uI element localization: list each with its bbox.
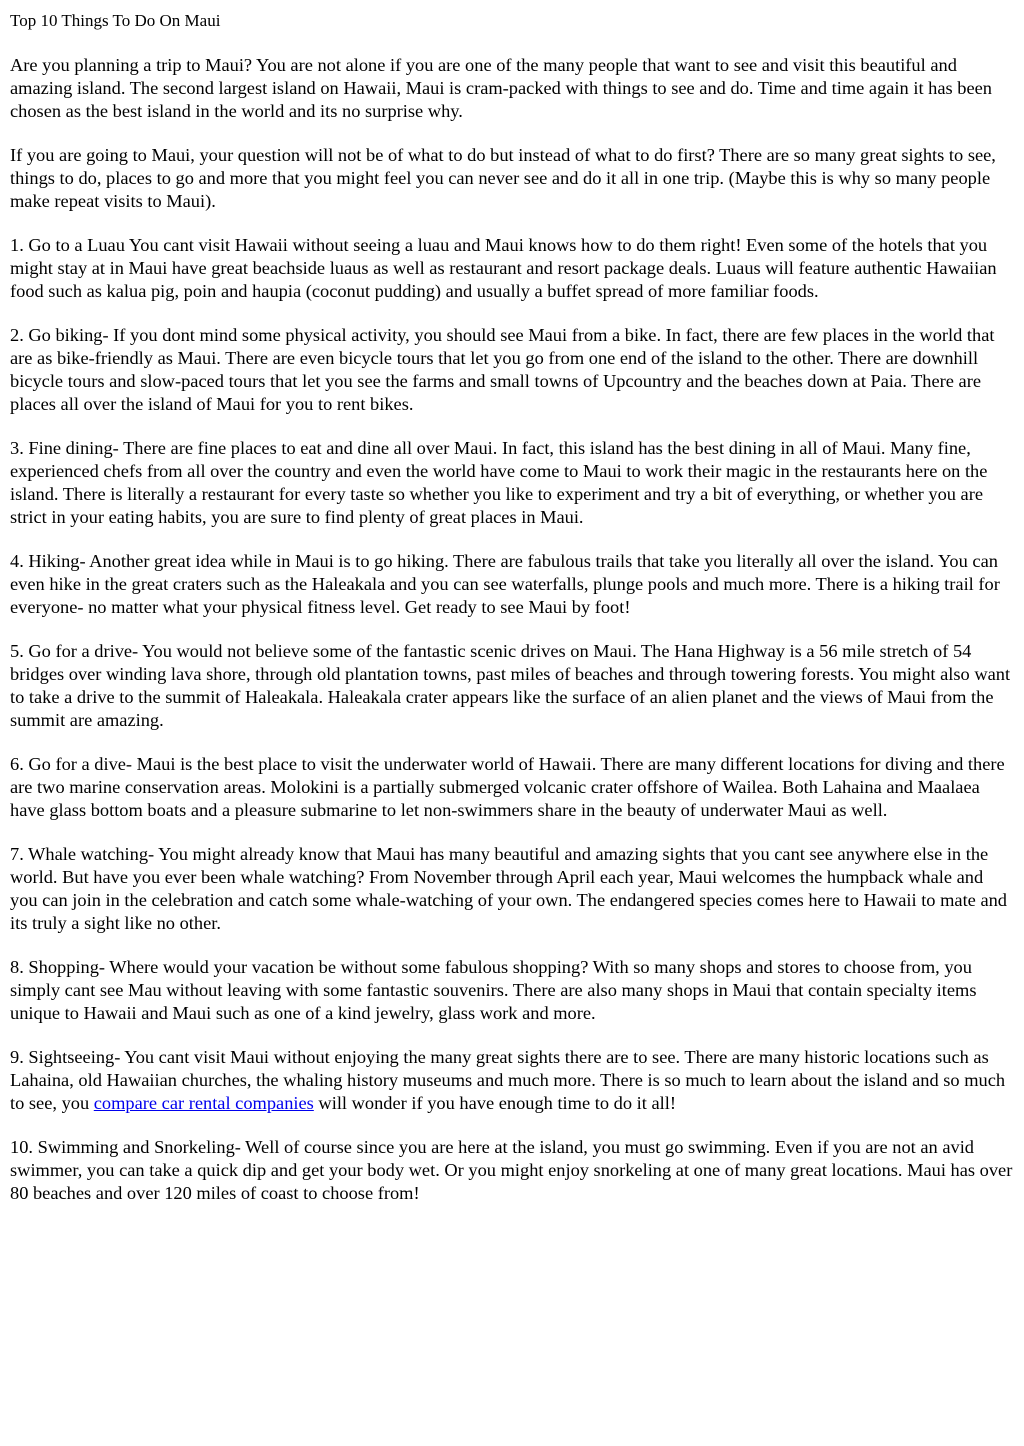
list-item-sightseeing — [10, 1046, 1014, 1115]
list-item-hiking: 4. Hiking- Another great idea while in Maui is to go hiking. There are fabulous trails that take you literally all over the island. You can even hike in the great craters such as the Haleakala and you can see waterfalls, plunge pools and much more. There is a hiking trail for everyone- no matter what your physical fitness level. Get ready to see Maui by foot! — [10, 551, 1000, 617]
list-item-whale-watching: 7. Whale watching- You might already know that Maui has many beautiful and amazing sights that you cant see anywhere else in the world. But have you ever been whale watching? From November through April each year, Maui welcomes the humpback whale and you can join in the celebration and catch some whale-watching of your own. The endangered species comes here to Hawaii to mate and its truly a sight like no other. — [10, 844, 1007, 933]
document-title: Top 10 Things To Do On Maui — [10, 11, 221, 30]
list-item-biking: 2. Go biking- If you dont mind some physical activity, you should see Maui from a bike. In fact, there are few places in the world that are as bike-friendly as Maui. There are even bicycle tours that let you go from one end of the island to the other. There are downhill bicycle tours and slow-paced tours that let you see the farms and small towns of Upcountry and the beaches down at Paia. There are places all over the island of Maui for you to rent bikes. — [10, 325, 995, 414]
intro-paragraph-1: Are you planning a trip to Maui? You are not alone if you are one of the many people that want to see and visit this beautiful and amazing island. The second largest island on Hawaii, Maui is cram-packed with things to see and do. Time and time again it has been chosen as the best island in the world and its no surprise why. — [10, 55, 992, 121]
list-item-swimming: 10. Swimming and Snorkeling- Well of course since you are here at the island, you must go swimming. Even if you are not an avid swimmer, you can take a quick dip and get your body wet. Or you might enjoy snorkeling at one of many great locations. Maui has over 80 beaches and over 120 miles of coast to choose from! — [10, 1137, 1013, 1203]
sightseeing-text-after: will wonder if you have enough time to do it all! — [313, 1093, 676, 1113]
list-item-shopping: 8. Shopping- Where would your vacation be without some fabulous shopping? With so many shops and stores to choose from, you simply cant see Mau without leaving with some fantastic souvenirs. There are also many shops in Maui that contain specialty items unique to Hawaii and Maui such as one of a kind jewelry, glass work and more. — [10, 957, 977, 1023]
list-item-luau: 1. Go to a Luau You cant visit Hawaii without seeing a luau and Maui knows how to do them right! Even some of the hotels that you might stay at in Maui have great beachside luaus as well as restaurant and resort package deals. Luaus will feature authentic Hawaiian food such as kalua pig, poin and haupia (coconut pudding) and usually a buffet spread of more familiar foods. — [10, 235, 997, 301]
list-item-fine-dining: 3. Fine dining- There are fine places to eat and dine all over Maui. In fact, this island has the best dining in all of Maui. Many fine, experienced chefs from all over the country and even the world have come to Maui to work their magic in the restaurants here on the island. There is literally a restaurant for every taste so whether you like to experiment and try a bit of everything, or whether you are strict in your eating habits, you are sure to find plenty of great places in Maui. — [10, 438, 988, 527]
list-item-dive: 6. Go for a dive- Maui is the best place to visit the underwater world of Hawaii. There are many different locations for diving and there are two marine conservation areas. Molokini is a partially submerged volcanic crater offshore of Wailea. Both Lahaina and Maalaea have glass bottom boats and a pleasure submarine to let non-swimmers share in the beauty of underwater Maui as well. — [10, 754, 1005, 820]
intro-paragraph-2: If you are going to Maui, your question will not be of what to do but instead of what to do first? There are so many great sights to see, things to do, places to go and more that you might feel you can never see and do it all in one trip. (Maybe this is why so many people make repeat visits to Maui). — [10, 145, 996, 211]
sightseeing-text-before: 9. Sightseeing- You cant visit Maui without enjoying the many great sights there are to see. There are many historic locations such as Lahaina, old Hawaiian churches, the whaling history museums and much more. There is so much to learn about the island and so much to see, you — [10, 1047, 1006, 1113]
document-page — [10, 9, 1014, 1226]
compare-car-rental-link[interactable]: compare car rental companies — [93, 1093, 314, 1113]
list-item-drive: 5. Go for a drive- You would not believe some of the fantastic scenic drives on Maui. The Hana Highway is a 56 mile stretch of 54 bridges over winding lava shore, through old plantation towns, past miles of beaches and through towering forests. You might also want to take a drive to the summit of Haleakala. Haleakala crater appears like the surface of an alien planet and the views of Maui from the summit are amazing. — [10, 641, 1011, 730]
